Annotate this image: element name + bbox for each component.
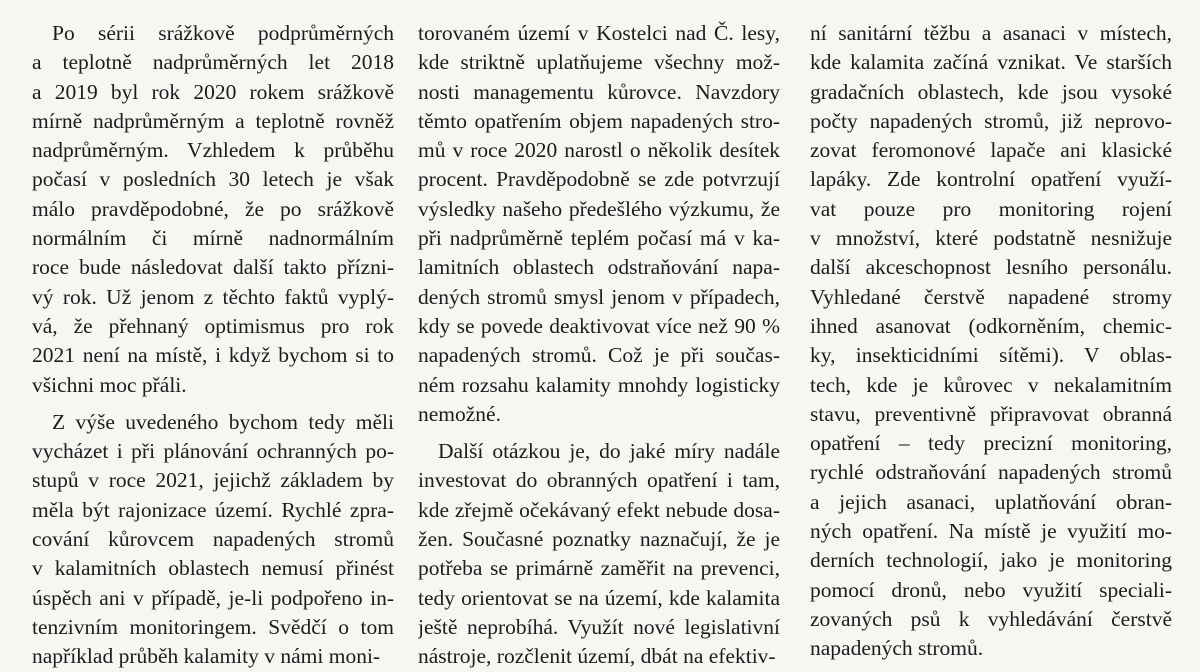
text-line: dených stromů smysl jenom v případech, xyxy=(418,284,780,309)
text-line: výsledky našeho předešlého výzkumu, že xyxy=(418,196,780,221)
text-line: ky, insekticidními sítěmi). V oblas- xyxy=(810,343,1172,368)
text-line: Po sérii srážkově podprůměrných xyxy=(52,21,394,45)
text-line: vat pouze pro monitoring rojení xyxy=(810,196,1172,221)
text-line: nemožné. xyxy=(418,401,501,426)
text-line: stavu, preventivně připravovat obranná xyxy=(810,401,1172,426)
text-line: ných opatření. Na místě je využití mo- xyxy=(810,519,1172,544)
text-line: kde zřejmě očekávaný efekt nebude dosa- xyxy=(418,497,780,522)
text-line: derních technologií, jako je monitoring xyxy=(810,548,1172,573)
paragraph xyxy=(418,437,780,671)
text-line: potřeba se primárně zaměřit na prevenci, xyxy=(418,556,780,581)
text-line: a 2019 byl rok 2020 rokem srážkově xyxy=(32,79,394,104)
text-line: počasí v posledních 30 letech je však xyxy=(32,167,394,192)
text-line: počty napadených stromů, již neprovo- xyxy=(810,108,1172,133)
text-line: torovaném území v Kostelci nad Č. lesy, xyxy=(418,21,780,45)
text-line: málo pravděpodobné, že po srážkově xyxy=(32,196,394,221)
text-line: ném rozsahu kalamity mnohdy logisticky xyxy=(418,372,780,397)
text-line: Další otázkou je, do jaké míry nadále xyxy=(438,439,780,464)
text-line: opatření – tedy precizní monitoring, xyxy=(810,431,1172,456)
text-column-2 xyxy=(418,19,780,672)
text-line: napadených stromů. Což je při součas- xyxy=(418,343,780,368)
text-line: Vyhledané čerstvě napadené stromy xyxy=(810,284,1172,309)
text-line: napadených stromů. xyxy=(810,636,984,661)
text-line: ještě neprobíhá. Využít nové legislativní xyxy=(418,614,780,639)
text-line: investovat do obranných opatření i tam, xyxy=(418,468,780,493)
text-line: Z výše uvedeného bychom tedy měli xyxy=(52,409,394,434)
text-line: ní sanitární těžbu a asanaci v místech, xyxy=(810,21,1172,45)
text-line: cování kůrovcem napadených stromů xyxy=(32,527,394,552)
paragraph-gap xyxy=(418,429,780,437)
text-line: nosti managementu kůrovce. Navzdory xyxy=(418,79,780,104)
text-column-1 xyxy=(32,19,394,672)
text-line: žen. Současné poznatky naznačují, že je xyxy=(418,527,780,552)
text-line: mů v roce 2020 narostl o několik desítek xyxy=(418,138,780,163)
text-line: a jejich asanaci, uplatňování obran- xyxy=(810,489,1172,514)
text-line: rychlé odstraňování napadených stromů xyxy=(810,460,1172,485)
text-line: kdy se povede deaktivovat více než 90 % xyxy=(418,313,780,338)
text-line: těmto opatřením objem napadených stro- xyxy=(418,108,780,133)
paragraph xyxy=(32,408,394,672)
text-line: všichni moc přáli. xyxy=(32,372,187,397)
text-line: vý rok. Už jenom z těchto faktů vyplý- xyxy=(32,284,394,309)
text-line: ihned asanovat (odkorněním, chemic- xyxy=(810,313,1172,338)
text-line: stupů v roce 2021, jejichž základem by xyxy=(32,468,394,493)
text-line: roce bude následovat další takto přízni- xyxy=(32,255,394,280)
text-line: v kalamitních oblastech nemusí přinést xyxy=(32,556,394,581)
text-line: například průběh kalamity v námi moni- xyxy=(32,644,381,669)
text-line: pomocí dronů, nebo využití speciali- xyxy=(810,577,1172,602)
paragraph xyxy=(418,19,780,429)
text-line: kde kalamita začíná vznikat. Ve starších xyxy=(810,50,1172,75)
text-line: vá, že přehnaný optimismus pro rok xyxy=(32,313,394,338)
text-column-3 xyxy=(810,19,1172,664)
text-line: další akceschopnost lesního personálu. xyxy=(810,255,1172,280)
text-line: gradačních oblastech, kde jsou vysoké xyxy=(810,79,1172,104)
text-line: normálním či mírně nadnormálním xyxy=(32,226,394,251)
text-line: tenzivním monitoringem. Svědčí o tom xyxy=(32,614,394,639)
text-line: 2021 není na místě, i když bychom si to xyxy=(32,343,394,368)
text-line: v množství, které podstatně nesnižuje xyxy=(810,226,1172,251)
text-line: kde striktně uplatňujeme všechny mož- xyxy=(418,50,780,75)
text-line: tech, kde je kůrovec v nekalamitním xyxy=(810,372,1172,397)
text-line: a teplotně nadprůměrných let 2018 xyxy=(32,50,394,75)
paragraph-gap xyxy=(32,400,394,408)
text-line: zovat feromonové lapače ani klasické xyxy=(810,138,1172,163)
text-line: nástroje, rozčlenit území, dbát na efektiv- xyxy=(418,644,776,669)
text-line: úspěch ani v případě, je-li podpořeno in- xyxy=(32,585,394,610)
text-line: vycházet i při plánování ochranných po- xyxy=(32,439,394,464)
text-line: lapáky. Zde kontrolní opatření využí- xyxy=(810,167,1172,192)
text-line: lamitních oblastech odstraňování napa- xyxy=(418,255,780,280)
text-line: tedy orientovat se na území, kde kalamita xyxy=(418,585,780,610)
paragraph xyxy=(810,19,1172,664)
text-line: nadprůměrným. Vzhledem k průběhu xyxy=(32,138,394,163)
text-line: zovaných psů k vyhledávání čerstvě xyxy=(810,606,1172,631)
text-line: měla být rajonizace území. Rychlé zpra- xyxy=(32,497,394,522)
text-line: mírně nadprůměrným a teplotně rovněž xyxy=(32,108,394,133)
text-line: procent. Pravděpodobně se zde potvrzují xyxy=(418,167,780,192)
text-line: při nadprůměrně teplém počasí má v ka- xyxy=(418,226,780,251)
paragraph xyxy=(32,19,394,400)
